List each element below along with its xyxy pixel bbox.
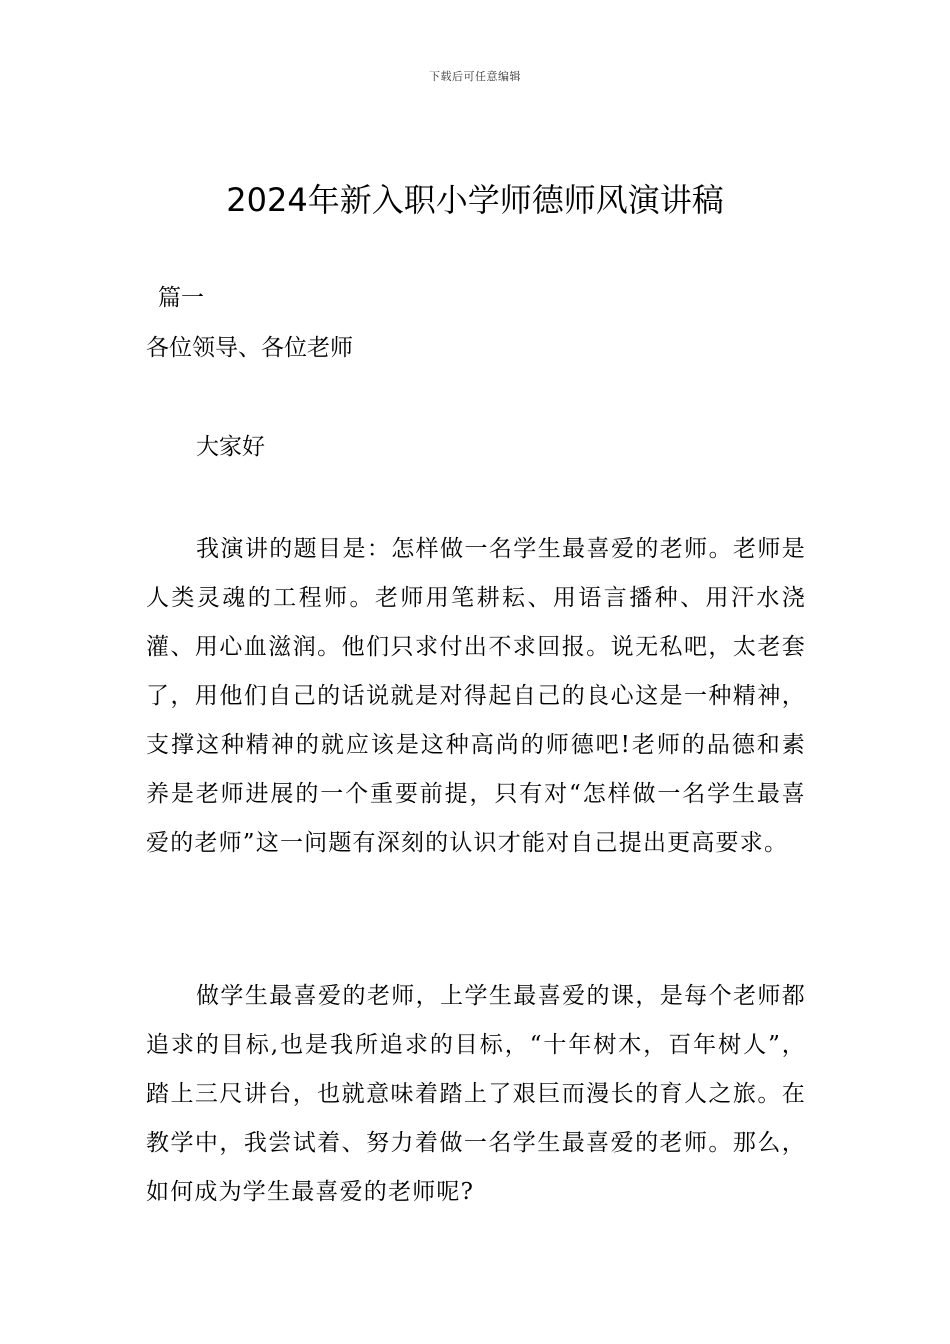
section-label: 篇一 (158, 285, 204, 311)
header-note: 下载后可任意编辑 (429, 70, 521, 83)
document-title: 2024年新入职小学师德师风演讲稿 (226, 181, 724, 219)
salutation: 各位领导、各位老师 (146, 335, 353, 361)
greeting: 大家好 (196, 434, 265, 460)
body-paragraph: 我演讲的题目是：怎样做一名学生最喜爱的老师。老师是人类灵魂的工程师。老师用笔耕耘、用语言播种、用汗水浇灌、用心血滋润。他们只求付出不求回报。说无私吧，太老套了，用他们自己的话说就是对得起自己的良心这是一种精神，支撑这种精神的就应该是这种高尚的师德吧!老师的品德和素养是老师进展的一个重要前提，只有对“怎样做一名学生最喜爱的老师”这一问题有深刻的认识才能对自己提出更高要求。 (146, 536, 806, 856)
body-paragraph: 做学生最喜爱的老师，上学生最喜爱的课，是每个老师都追求的目标,也是我所追求的目标，“十年树木，百年树人”，踏上三尺讲台，也就意味着踏上了艰巨而漫长的育人之旅。在教学中，我尝试着、努力着做一名学生最喜爱的老师。那么，如何成为学生最喜爱的老师呢? (146, 983, 806, 1205)
